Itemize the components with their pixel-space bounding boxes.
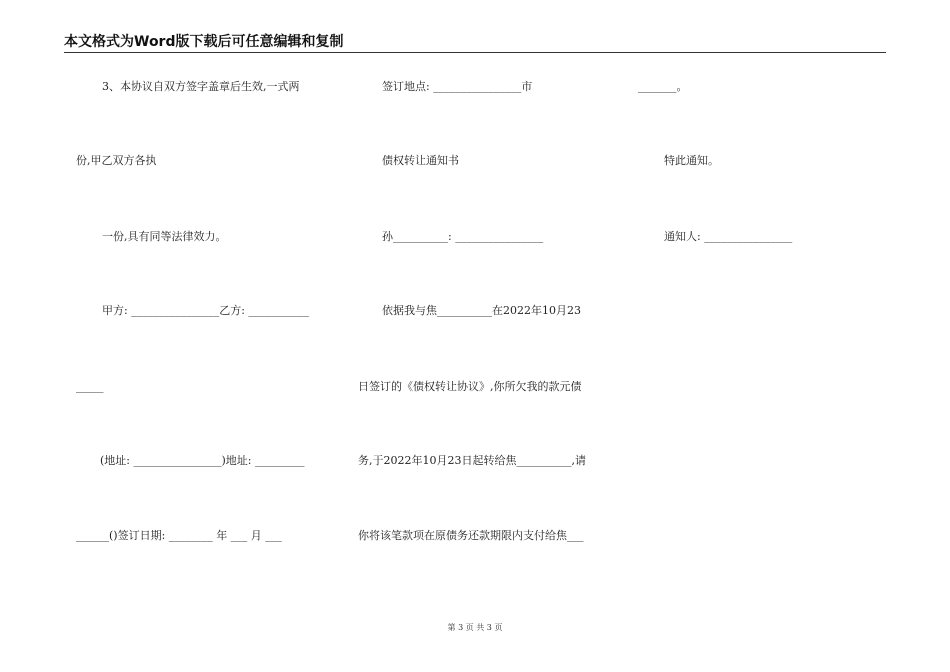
col2-line-5: 日签订的《债权转让协议》,你所欠我的款元债 (358, 380, 582, 393)
document-header (64, 34, 886, 53)
col2-line-4: 依据我与焦__________在2022年10月23 (382, 304, 581, 317)
col1-line-4: 甲方: ________________乙方: ___________ (102, 304, 309, 317)
col1-line-3: 一份,具有同等法律效力。 (102, 230, 227, 243)
col1-line-5: _____ (76, 380, 104, 393)
header-title: 本文格式为Word版下载后可任意编辑和复制 (64, 34, 344, 50)
col3-line-3: 通知人: ________________ (664, 230, 793, 243)
col2-line-2: 债权转让通知书 (382, 154, 459, 167)
col2-line-3: 孙__________: ________________ (382, 230, 544, 243)
col3-line-2: 特此通知。 (664, 154, 719, 167)
col2-line-7: 你将该笔款项在原债务还款期限内支付给焦___ (358, 529, 584, 542)
col1-line-1: 3、本协议自双方签字盖章后生效,一式两 (102, 80, 300, 93)
col1-line-7: ______()签订日期: ________ 年 ___ 月 ___ (76, 529, 282, 542)
col2-line-1: 签订地点: ________________市 (382, 80, 533, 93)
col2-line-6: 务,于2022年10月23日起转给焦__________,请 (358, 454, 586, 467)
page-number: 第 3 页 共 3 页 (447, 623, 503, 632)
col3-line-1: _______。 (638, 80, 688, 93)
col1-line-6: (地址: ________________)地址: _________ (100, 454, 305, 467)
col1-line-2: 份,甲乙双方各执 (76, 154, 157, 167)
